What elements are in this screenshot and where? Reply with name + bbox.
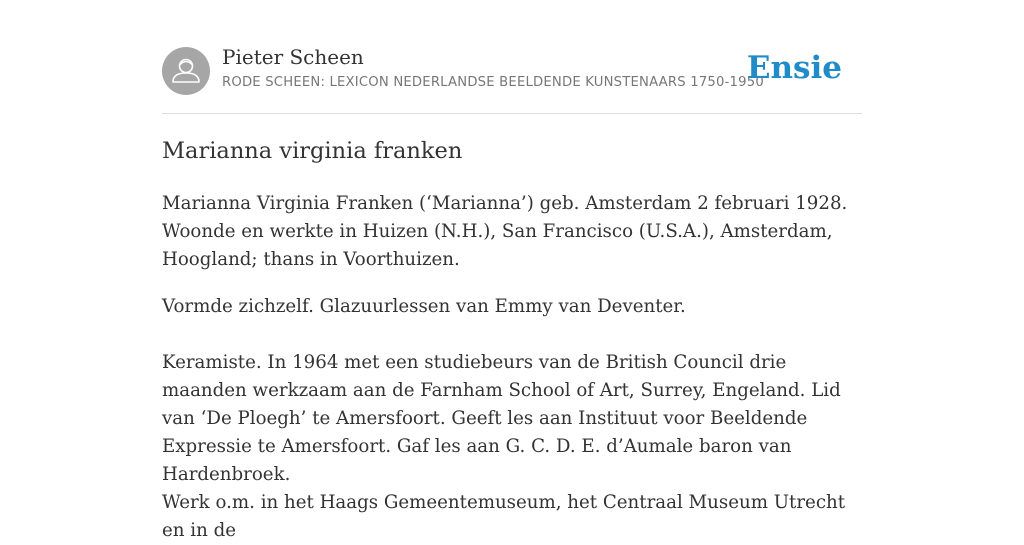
page-title: Marianna virginia franken — [162, 138, 463, 164]
user-avatar-icon — [162, 47, 210, 95]
entry-header — [162, 0, 862, 114]
brand-logo[interactable]: Ensie — [746, 50, 842, 86]
page-container — [162, 0, 862, 541]
paragraph-collections: Werk o.m. in het Haags Gemeentemuseum, het Centraal Museum Utrecht en in de — [162, 492, 846, 541]
author-name[interactable]: Pieter Scheen — [222, 45, 364, 69]
paragraph-education: Vormde zichzelf. Glazuurlessen van Emmy van Deventer. — [162, 296, 686, 317]
paragraph-biography: Marianna Virginia Franken (‘Marianna’) geb. Amsterdam 2 februari 1928. Woonde en werkte in Huizen (N.H.), San Francisco (U.S.A.), Amsterdam, Hoogland; thans in Voorthuizen. — [162, 193, 848, 270]
source-label[interactable]: RODE SCHEEN: LEXICON NEDERLANDSE BEELDENDE KUNSTENAARS 1750-1950 — [222, 75, 764, 90]
paragraph-career: Keramiste. In 1964 met een studiebeurs van de British Council drie maanden werkzaam aan de Farnham School of Art, Surrey, Engeland. Lid van ‘De Ploegh’ te Amersfoort. Geeft les aan Instituut voor Beeldende Expressie te Amersfoort. Gaf les aan G. C. D. E. d’Aumale baron van Hardenbroek. — [162, 352, 841, 485]
